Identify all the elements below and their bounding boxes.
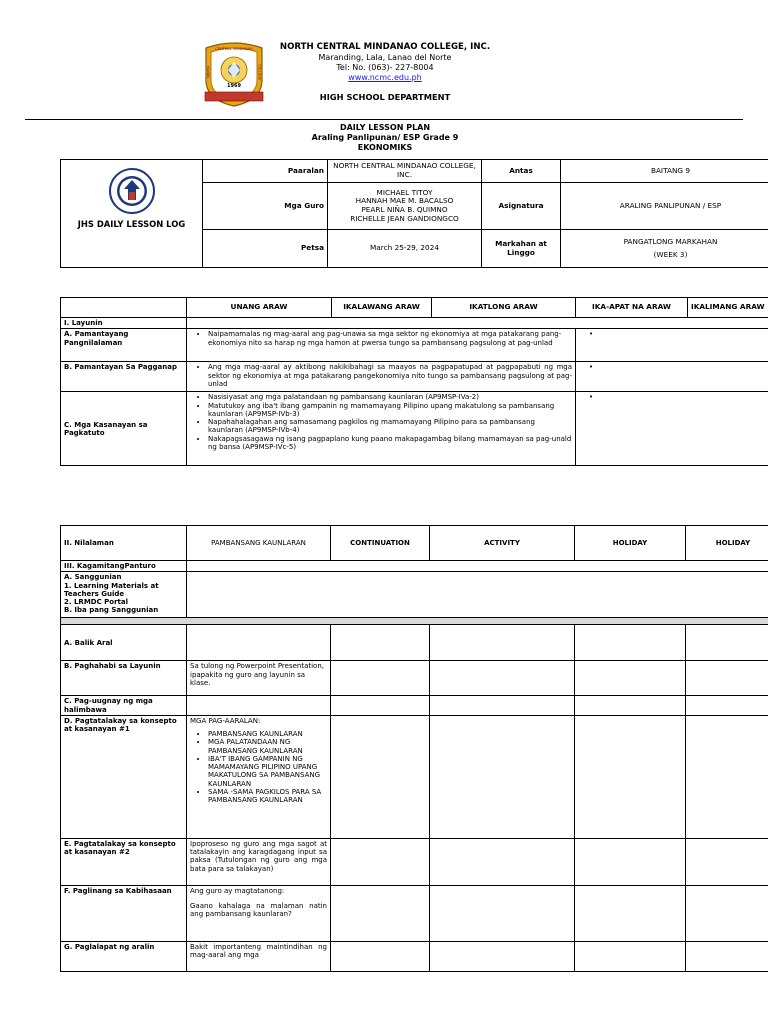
proc-cell — [575, 625, 686, 661]
kagamitan-empty — [187, 561, 768, 572]
asignatura-label: Asignatura — [482, 183, 561, 230]
paglalapat-label: G. Paglalapat ng aralin — [61, 941, 187, 971]
bullet-mark: • — [589, 363, 594, 372]
seal-year: 1969 — [227, 83, 241, 89]
markahan-label: Markahan at Linggo — [482, 230, 561, 268]
proc-cell — [430, 715, 575, 838]
seal-top-text: CENTRAL MINDANAO — [215, 47, 253, 51]
day-header: IKALAWANG ARAW — [332, 298, 432, 318]
section-separator — [61, 618, 768, 625]
pagtatalakay2-label: E. Pagtatalakay sa konsepto at kasanayan #2 — [61, 838, 187, 885]
proc-cell — [686, 625, 768, 661]
deped-seal-icon — [108, 167, 156, 215]
asignatura-value: ARALING PANLIPUNAN / ESP — [561, 183, 768, 230]
topic-item: • SAMA -SAMA PAGKILOS PARA SA PAMBANSANG KAUNLARAN — [208, 788, 327, 805]
balik-aral-label: A. Balik Aral — [61, 625, 187, 661]
proc-cell — [575, 661, 686, 696]
proc-cell — [430, 696, 575, 716]
competency-item: • Nakapagsasagawa ng isang pagpaplano kung paano makapagambag bilang mamamayan sa pag-unald ng bansa (AP9MSP-IVc-5) — [208, 435, 572, 452]
pagganap-label: B. Pamantayan Sa Pagganap — [61, 362, 187, 392]
proc-cell — [331, 715, 430, 838]
competency-item: • Nasisiyasat ang mga palatandaan ng pambansang kaunlaran (AP9MSP-IVa-2) — [208, 393, 572, 401]
plan-title-line2: Araling Panlipunan/ ESP Grade 9 — [311, 133, 459, 142]
pag-uugnay-label: C. Pag-uugnay ng mga halimbawa — [61, 696, 187, 716]
competency-item: • Napahahalagahan ang samasamang pagkilos ng mamamayang Pilipino para sa pambansang kaunlaran (AP9MSP-IVb-4) — [208, 418, 572, 435]
day-header: IKATLONG ARAW — [432, 298, 576, 318]
plan-title — [230, 123, 540, 153]
proc-cell — [430, 885, 575, 941]
proc-cell — [575, 696, 686, 716]
proc-cell — [575, 941, 686, 971]
proc-cell — [331, 661, 430, 696]
topic-item: • MGA PALATANDAAN NG PAMBANSANG KAUNLARAN — [208, 738, 327, 755]
seal-right-text: COLLEGE — [257, 64, 262, 80]
nilalaman-day5: HOLIDAY — [686, 526, 768, 561]
nilalaman-day2: CONTINUATION — [331, 526, 430, 561]
antas-value: BAITANG 9 — [561, 160, 768, 183]
day-header: UNANG ARAW — [187, 298, 332, 318]
plan-title-line3: EKONOMIKS — [357, 143, 413, 152]
teacher-name: RICHELLE JEAN GANDIONGCO — [350, 213, 459, 223]
pamantayang-text: • Naipamamalas ng mag-aaral ang pag-unawa sa mga sektor ng ekonomiya at mga patakarang pang-ekonomiya nito sa harap ng mga hamon at pwersa tungo sa pambansang pagsulong at pag-unlad — [208, 330, 572, 347]
sanggunian-line: B. Iba pang Sanggunian — [64, 606, 159, 615]
school-header — [250, 42, 520, 102]
week-value: (WEEK 3) — [653, 249, 688, 259]
proc-cell — [331, 625, 430, 661]
objectives-table — [60, 297, 768, 466]
pamantayang-label: A. Pamantayang Pangnilalaman — [61, 329, 187, 362]
proc-cell — [686, 715, 768, 838]
teacher-name: HANNAH MAE M. BACALSO — [355, 196, 454, 206]
layunin-empty — [187, 318, 768, 329]
sanggunian-empty — [187, 572, 768, 618]
log-title: JHS DAILY LESSON LOG — [77, 219, 186, 229]
kasanayan-label: C. Mga Kasanayan sa Pagkatuto — [61, 392, 187, 466]
sanggunian-cell — [61, 572, 187, 618]
nilalaman-label: II. Nilalaman — [61, 526, 187, 561]
paglinang-text2: Gaano kahalaga na malaman natin ang pambansang kaunlaran? — [190, 902, 327, 919]
kasanayan-extra — [576, 392, 768, 466]
nilalaman-day3: ACTIVITY — [430, 526, 575, 561]
proc-cell — [331, 696, 430, 716]
sanggunian-line: 1. Learning Materials at Teachers Guide — [64, 581, 159, 598]
school-address: Maranding, Lala, Lanao del Norte — [318, 52, 452, 62]
log-title-cell — [61, 160, 203, 268]
sanggunian-line: A. Sanggunian — [64, 573, 122, 582]
school-name: NORTH CENTRAL MINDANAO COLLEGE, INC. — [279, 42, 491, 52]
paglinang-text1: Ang guro ay magtatanong: — [190, 886, 285, 895]
pagganap-text: • Ang mga mag-aaral ay aktibong nakikibahagi sa maayos na pagpapatupad at pagpapabuti ng mga sektor ng ekonomiya at mga patakarang pangekonomiya nito tungo sa pambansang pagsulong at pag-unlad — [208, 363, 572, 388]
petsa-label: Petsa — [203, 230, 328, 268]
petsa-value: March 25-29, 2024 — [328, 230, 482, 268]
competency-item: • Matutukoy ang iba't ibang gampanin ng mamamayang Pilipino upang makatulong sa pambansang kaunlaran (AP9MSP-IVb-3) — [208, 402, 572, 419]
nilalaman-day4: HOLIDAY — [575, 526, 686, 561]
guro-label: Mga Guro — [203, 183, 328, 230]
plan-title-line1: DAILY LESSON PLAN — [339, 123, 431, 132]
procedure-table — [60, 525, 768, 972]
bullet-mark: • — [589, 330, 594, 339]
teacher-name: PEARL NIÑA B. QUIMNO — [361, 205, 448, 214]
corner-cell — [61, 298, 187, 318]
department-title: HIGH SCHOOL DEPARTMENT — [319, 91, 451, 102]
pagtatalakay1-label: D. Pagtatalakay sa konsepto at kasanayan #1 — [61, 715, 187, 838]
pamantayang-extra — [576, 329, 768, 362]
school-tel: Tel: No. (063)- 227-8004 — [336, 62, 434, 72]
pagtatalakay1-cell — [187, 715, 331, 838]
proc-cell — [331, 885, 430, 941]
pagtatalakay2-text: Ipoproseso ng guro ang mga sagot at tatalakayin ang karagdagang input sa paksa (Tutulongan ng guro ang mga bata para sa talakayan) — [187, 838, 331, 885]
proc-cell — [686, 696, 768, 716]
proc-cell — [430, 661, 575, 696]
nilalaman-day1: PAMBANSANG KAUNLARAN — [187, 526, 331, 561]
proc-cell — [686, 661, 768, 696]
topic-item: • IBA'T IBANG GAMPANIN NG MAMAMAYANG PILIPINO UPANG MAKATULONG SA PAMBANSANG KAUNLARAN — [208, 755, 327, 788]
paglinang-cell — [187, 885, 331, 941]
info-table — [60, 159, 768, 268]
proc-cell — [331, 838, 430, 885]
proc-cell — [686, 941, 768, 971]
pamantayang-cell — [187, 329, 576, 362]
school-website-link[interactable]: www.ncmc.edu.ph — [348, 72, 422, 82]
paghahabi-text: Sa tulong ng Powerpoint Presentation, ipapakita ng guro ang layunin sa klase. — [187, 661, 331, 696]
bullet-mark: • — [589, 393, 594, 402]
day-header: IKALIMANG ARAW — [688, 298, 768, 318]
proc-cell — [331, 941, 430, 971]
proc-cell — [430, 941, 575, 971]
proc-cell — [686, 838, 768, 885]
pagtatalakay1-heading: MGA PAG-AARALAN: — [190, 716, 261, 725]
pagganap-extra — [576, 362, 768, 392]
seal-left-text: NORTH — [206, 66, 211, 78]
quarter-value: PANGATLONG MARKAHAN — [623, 236, 718, 246]
topic-item: • PAMBANSANG KAUNLARAN — [208, 730, 327, 738]
kagamitan-label: III. KagamitangPanturo — [61, 561, 187, 572]
paghahabi-label: B. Paghahabi sa Layunin — [61, 661, 187, 696]
sanggunian-line: 2. LRMDC Portal — [64, 598, 129, 606]
markahan-value — [561, 230, 768, 268]
day-header: IKA-APAT NA ARAW — [576, 298, 688, 318]
paglalapat-text: Bakit importanteng maintindihan ng mag-aaral ang mga — [187, 941, 331, 971]
proc-cell — [430, 838, 575, 885]
proc-cell — [430, 625, 575, 661]
paaralan-label: Paaralan — [203, 160, 328, 183]
teacher-name: MICHAEL TITOY — [376, 187, 433, 197]
layunin-label: I. Layunin — [61, 318, 187, 329]
proc-cell — [575, 885, 686, 941]
pagganap-cell — [187, 362, 576, 392]
header-divider — [25, 119, 743, 120]
proc-cell — [575, 838, 686, 885]
proc-cell — [575, 715, 686, 838]
proc-cell — [187, 625, 331, 661]
guro-value — [328, 183, 482, 230]
antas-label: Antas — [482, 160, 561, 183]
paglinang-label: F. Paglinang sa Kabihasaan — [61, 885, 187, 941]
proc-cell — [187, 696, 331, 716]
proc-cell — [686, 885, 768, 941]
kasanayan-cell — [187, 392, 576, 466]
paaralan-value: NORTH CENTRAL MINDANAO COLLEGE, INC. — [328, 160, 482, 183]
